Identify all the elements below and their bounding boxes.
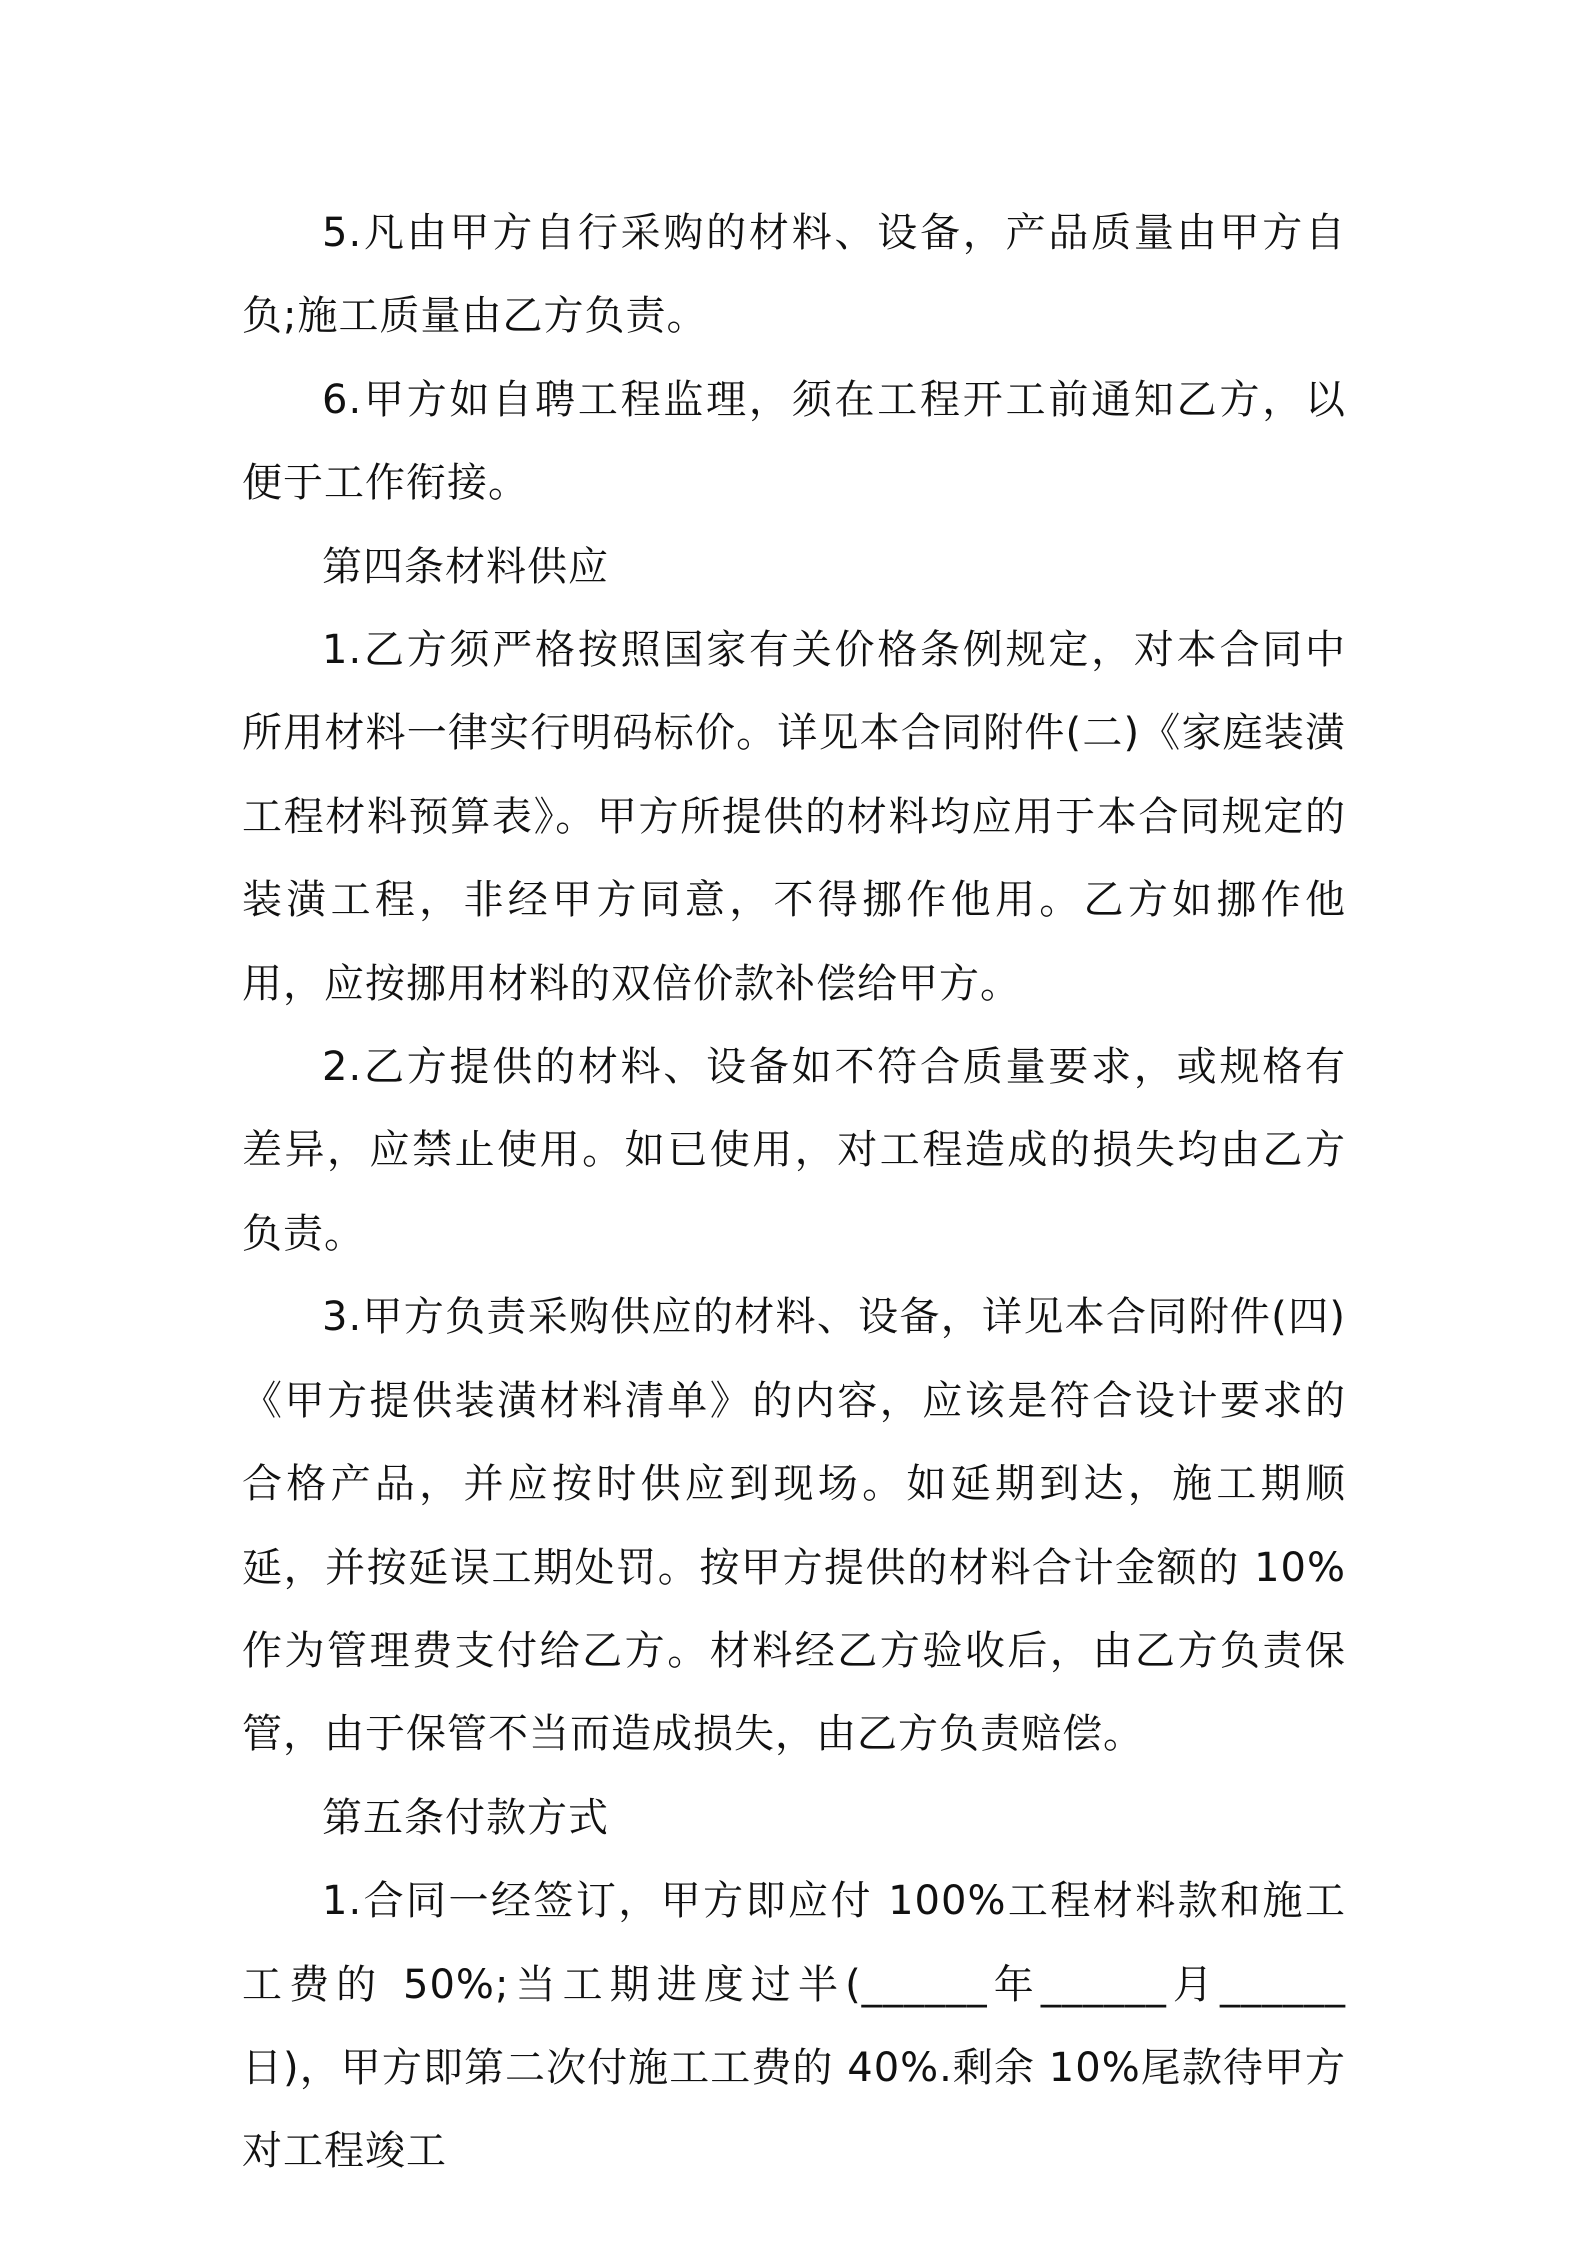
clause-3-item-6: 6.甲方如自聘工程监理，须在工程开工前通知乙方，以便于工作衔接。 xyxy=(242,376,1346,507)
clause-5-item-1: 1.合同一经签订，甲方即应付 100%工程材料款和施工工费的 50%;当工期进度过半(______年______月______日)，甲方即第二次付施工工费的 40%.剩余 10%尾款待甲方对工程竣工 xyxy=(242,1878,1346,2175)
clause-4-item-1: 1.乙方须严格按照国家有关价格条例规定，对本合同中所用材料一律实行明码标价。详见本合同附件(二)《家庭装潢工程材料预算表》。甲方所提供的材料均应用于本合同规定的装潢工程，非经甲方同意，不得挪作他用。乙方如挪作他用，应按挪用材料的双倍价款补偿给甲方。 xyxy=(242,627,1346,1007)
document-body xyxy=(242,192,1346,2194)
clause-4-item-3: 3.甲方负责采购供应的材料、设备，详见本合同附件(四)《甲方提供装潢材料清单》的内容，应该是符合设计要求的合格产品，并应按时供应到现场。如延期到达，施工期顺延，并按延误工期处罚。按甲方提供的材料合计金额的 10%作为管理费支付给乙方。材料经乙方验收后，由乙方负责保管，由于保管不当而造成损失，由乙方负责赔偿。 xyxy=(242,1294,1346,1758)
clause-3-item-5: 5.凡由甲方自行采购的材料、设备，产品质量由甲方自负;施工质量由乙方负责。 xyxy=(242,210,1346,340)
clause-5-heading: 第五条付款方式 xyxy=(322,1794,609,1841)
clause-4-item-2: 2.乙方提供的材料、设备如不符合质量要求，或规格有差异，应禁止使用。如已使用，对工程造成的损失均由乙方负责。 xyxy=(242,1044,1346,1257)
clause-4-heading: 第四条材料供应 xyxy=(322,543,609,590)
